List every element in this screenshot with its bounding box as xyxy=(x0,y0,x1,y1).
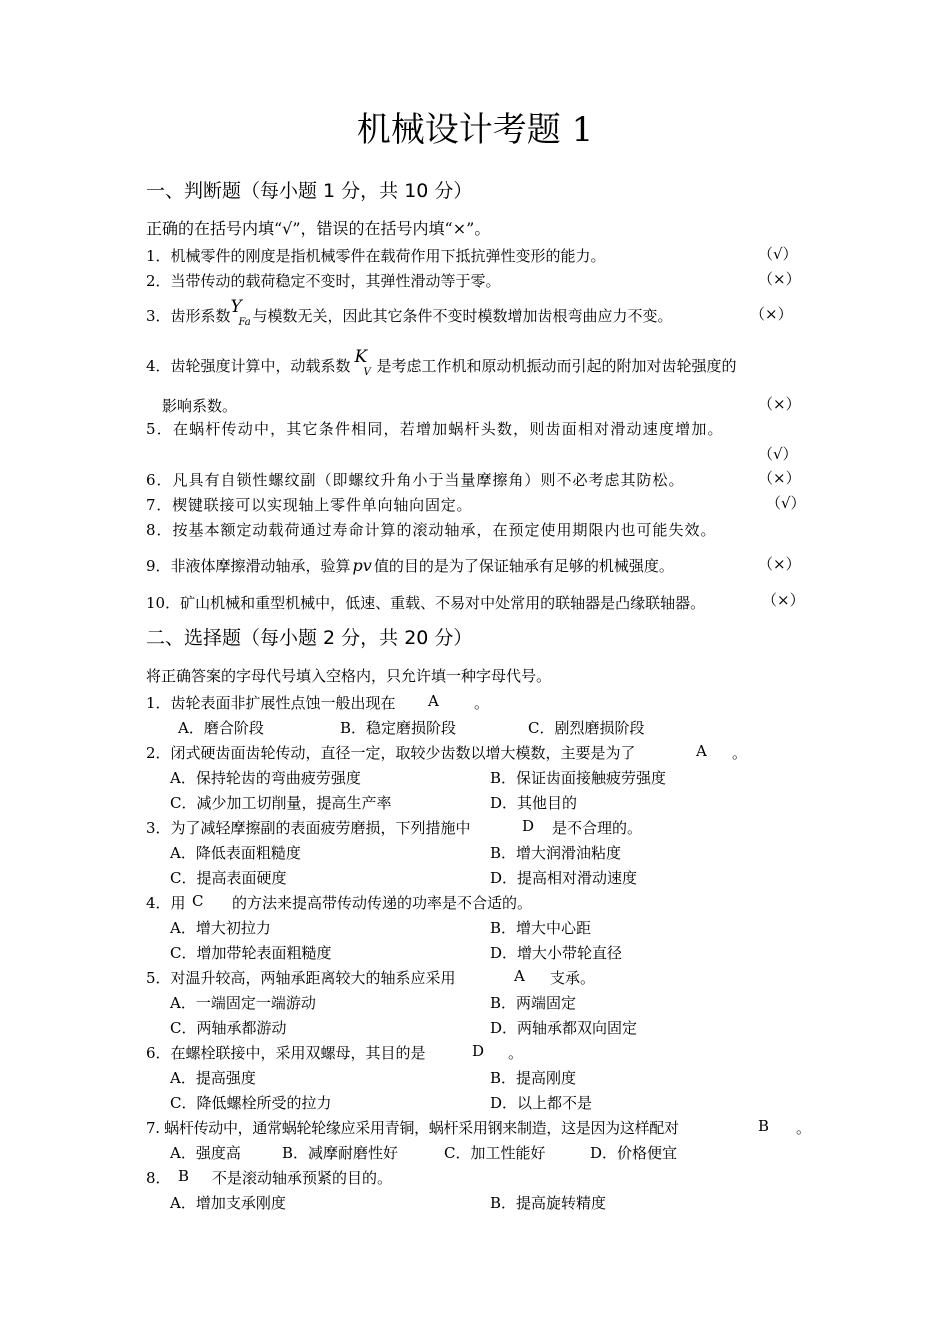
choice-q1-option-a: A．磨合阶段 xyxy=(178,719,264,737)
judge-item-4-continuation: 影响系数。 xyxy=(162,397,238,415)
choice-q7-option-a: A．强度高 xyxy=(170,1144,241,1162)
judge-item-3 xyxy=(146,297,673,328)
choice-q3-option-a: A．降低表面粗糙度 xyxy=(170,844,301,862)
choice-q6-end: 。 xyxy=(508,1044,524,1062)
choice-q2-answer: A xyxy=(696,742,707,760)
choice-q7-stem: 7. 蜗杆传动中，通常蜗轮轮缘应采用青铜，蜗杆采用钢来制造，这是因为这样配对 xyxy=(146,1119,679,1137)
choice-q2-option-b: B．保证齿面接触疲劳强度 xyxy=(490,769,667,787)
choice-q8-end: 不是滚动轴承预紧的目的。 xyxy=(212,1169,393,1187)
choice-q4-answer: C xyxy=(192,892,204,910)
section2-instruction: 将正确答案的字母代号填入空格内，只允许填一种字母代号。 xyxy=(146,667,552,685)
judge-answer-6: （×） xyxy=(758,469,801,487)
choice-q3-end: 是不合理的。 xyxy=(552,819,643,837)
judge-answer-1: （√） xyxy=(758,245,798,263)
judge-item-4 xyxy=(146,347,737,378)
choice-q2-stem: 2．闭式硬齿面齿轮传动，直径一定，取较少齿数以增大模数，主要是为了 xyxy=(146,744,636,762)
choice-q5-end: 支承。 xyxy=(550,969,596,987)
judge-item-9-pre: 9．非液体摩擦滑动轴承，验算 xyxy=(146,557,351,575)
choice-q8-option-a: A．增加支承刚度 xyxy=(170,1194,286,1212)
choice-q2-option-a: A．保持轮齿的弯曲疲劳强度 xyxy=(170,769,361,787)
judge-answer-7: （√） xyxy=(766,494,806,512)
choice-q1-option-c: C．剧烈磨损阶段 xyxy=(528,719,645,737)
judge-answer-9: （×） xyxy=(758,555,801,573)
choice-q4-option-d: D．增大小带轮直径 xyxy=(490,944,623,962)
judge-answer-5: （√） xyxy=(758,445,798,463)
judge-answer-3: （×） xyxy=(750,305,793,323)
choice-q2-option-d: D．其他目的 xyxy=(490,794,578,812)
section-heading-choice: 二、选择题（每小题 2 分，共 20 分） xyxy=(146,627,473,649)
choice-q4-option-b: B．增大中心距 xyxy=(490,919,592,937)
judge-item-3-pre: 3．齿形系数 xyxy=(146,307,231,325)
choice-q5-stem: 5．对温升较高，两轴承距离较大的轴系应采用 xyxy=(146,969,456,987)
choice-q1-option-b: B．稳定磨损阶段 xyxy=(340,719,457,737)
choice-q6-option-c: C．降低螺栓所受的拉力 xyxy=(170,1094,332,1112)
choice-q3-answer: D xyxy=(522,817,535,835)
choice-q4-stem: 4．用 xyxy=(146,894,186,912)
choice-q5-option-c: C．两轴承都游动 xyxy=(170,1019,287,1037)
choice-q7-end: 。 xyxy=(796,1119,812,1137)
judge-item-6: 6．凡具有自锁性螺纹副（即螺纹升角小于当量摩擦角）则不必考虑其防松。 xyxy=(146,471,685,489)
choice-q6-option-b: B．提高刚度 xyxy=(490,1069,577,1087)
choice-q6-option-d: D．以上都不是 xyxy=(490,1094,593,1112)
symbol-pv: pv xyxy=(352,556,372,575)
judge-item-2: 2．当带传动的载荷稳定不变时，其弹性滑动等于零。 xyxy=(146,272,501,290)
choice-q3-option-d: D．提高相对滑动速度 xyxy=(490,869,638,887)
judge-item-4-post: 是考虑工作机和原动机振动而引起的附加对齿轮强度的 xyxy=(376,357,737,375)
judge-answer-10: （×） xyxy=(762,591,805,609)
choice-q7-answer: B xyxy=(758,1117,770,1135)
choice-q4-option-c: C．增加带轮表面粗糙度 xyxy=(170,944,332,962)
symbol-y-subscript: Fa xyxy=(238,317,251,328)
choice-q2-option-c: C．减少加工切削量，提高生产率 xyxy=(170,794,392,812)
choice-q7-option-b: B．减摩耐磨性好 xyxy=(282,1144,399,1162)
choice-q5-option-d: D．两轴承都双向固定 xyxy=(490,1019,638,1037)
choice-q8-answer: B xyxy=(178,1167,190,1185)
choice-q7-option-d: D．价格便宜 xyxy=(590,1144,678,1162)
choice-q2-end: 。 xyxy=(732,744,748,762)
judge-item-5: 5．在蜗杆传动中，其它条件相同，若增加蜗杆头数，则齿面相对滑动速度增加。 xyxy=(146,420,724,438)
choice-q8-option-b: B．提高旋转精度 xyxy=(490,1194,607,1212)
judge-item-8: 8．按基本额定动载荷通过寿命计算的滚动轴承，在预定使用期限内也可能失效。 xyxy=(146,521,717,539)
choice-q3-option-b: B．增大润滑油粘度 xyxy=(490,844,622,862)
choice-q7-option-c: C．加工性能好 xyxy=(444,1144,546,1162)
choice-q6-answer: D xyxy=(472,1042,485,1060)
choice-q5-option-b: B．两端固定 xyxy=(490,994,577,1012)
page-title: 机械设计考题 1 xyxy=(356,110,594,150)
choice-q5-option-a: A．一端固定一端游动 xyxy=(170,994,316,1012)
symbol-y: Y xyxy=(230,297,242,317)
choice-q1-stem: 1．齿轮表面非扩展性点蚀一般出现在 xyxy=(146,694,396,712)
symbol-k: K xyxy=(354,347,368,367)
judge-answer-4: （×） xyxy=(758,395,801,413)
choice-q1-answer: A xyxy=(428,692,439,710)
choice-q4-option-a: A．增大初拉力 xyxy=(170,919,271,937)
judge-item-7: 7．楔键联接可以实现轴上零件单向轴向固定。 xyxy=(146,496,473,514)
symbol-k-subscript: V xyxy=(363,367,371,378)
judge-item-1: 1．机械零件的刚度是指机械零件在载荷作用下抵抗弹性变形的能力。 xyxy=(146,247,606,265)
choice-q4-end: 的方法来提高带传动传递的功率是不合适的。 xyxy=(232,894,533,912)
choice-q6-stem: 6．在螺栓联接中，采用双螺母，其目的是 xyxy=(146,1044,426,1062)
section-instruction: 正确的在括号内填“√”，错误的在括号内填“×”。 xyxy=(146,219,491,238)
choice-q1-end: 。 xyxy=(474,694,490,712)
choice-q5-answer: A xyxy=(514,967,525,985)
judge-item-3-post: 与模数无关，因此其它条件不变时模数增加齿根弯曲应力不变。 xyxy=(252,307,673,325)
choice-q3-option-c: C．提高表面硬度 xyxy=(170,869,287,887)
judge-item-10: 10．矿山机械和重型机械中，低速、重载、不易对中处常用的联轴器是凸缘联轴器。 xyxy=(146,594,706,612)
choice-q3-stem: 3．为了减轻摩擦副的表面疲劳磨损，下列措施中 xyxy=(146,819,471,837)
judge-item-9 xyxy=(146,555,674,576)
judge-item-9-post: 值的目的是为了保证轴承有足够的机械强度。 xyxy=(373,557,674,575)
judge-item-4-pre: 4．齿轮强度计算中，动载系数 xyxy=(146,357,351,375)
choice-q8-stem: 8． xyxy=(146,1169,171,1187)
choice-q6-option-a: A．提高强度 xyxy=(170,1069,256,1087)
judge-answer-2: （×） xyxy=(758,270,801,288)
section-heading-judgement: 一、判断题（每小题 1 分，共 10 分） xyxy=(146,180,473,202)
